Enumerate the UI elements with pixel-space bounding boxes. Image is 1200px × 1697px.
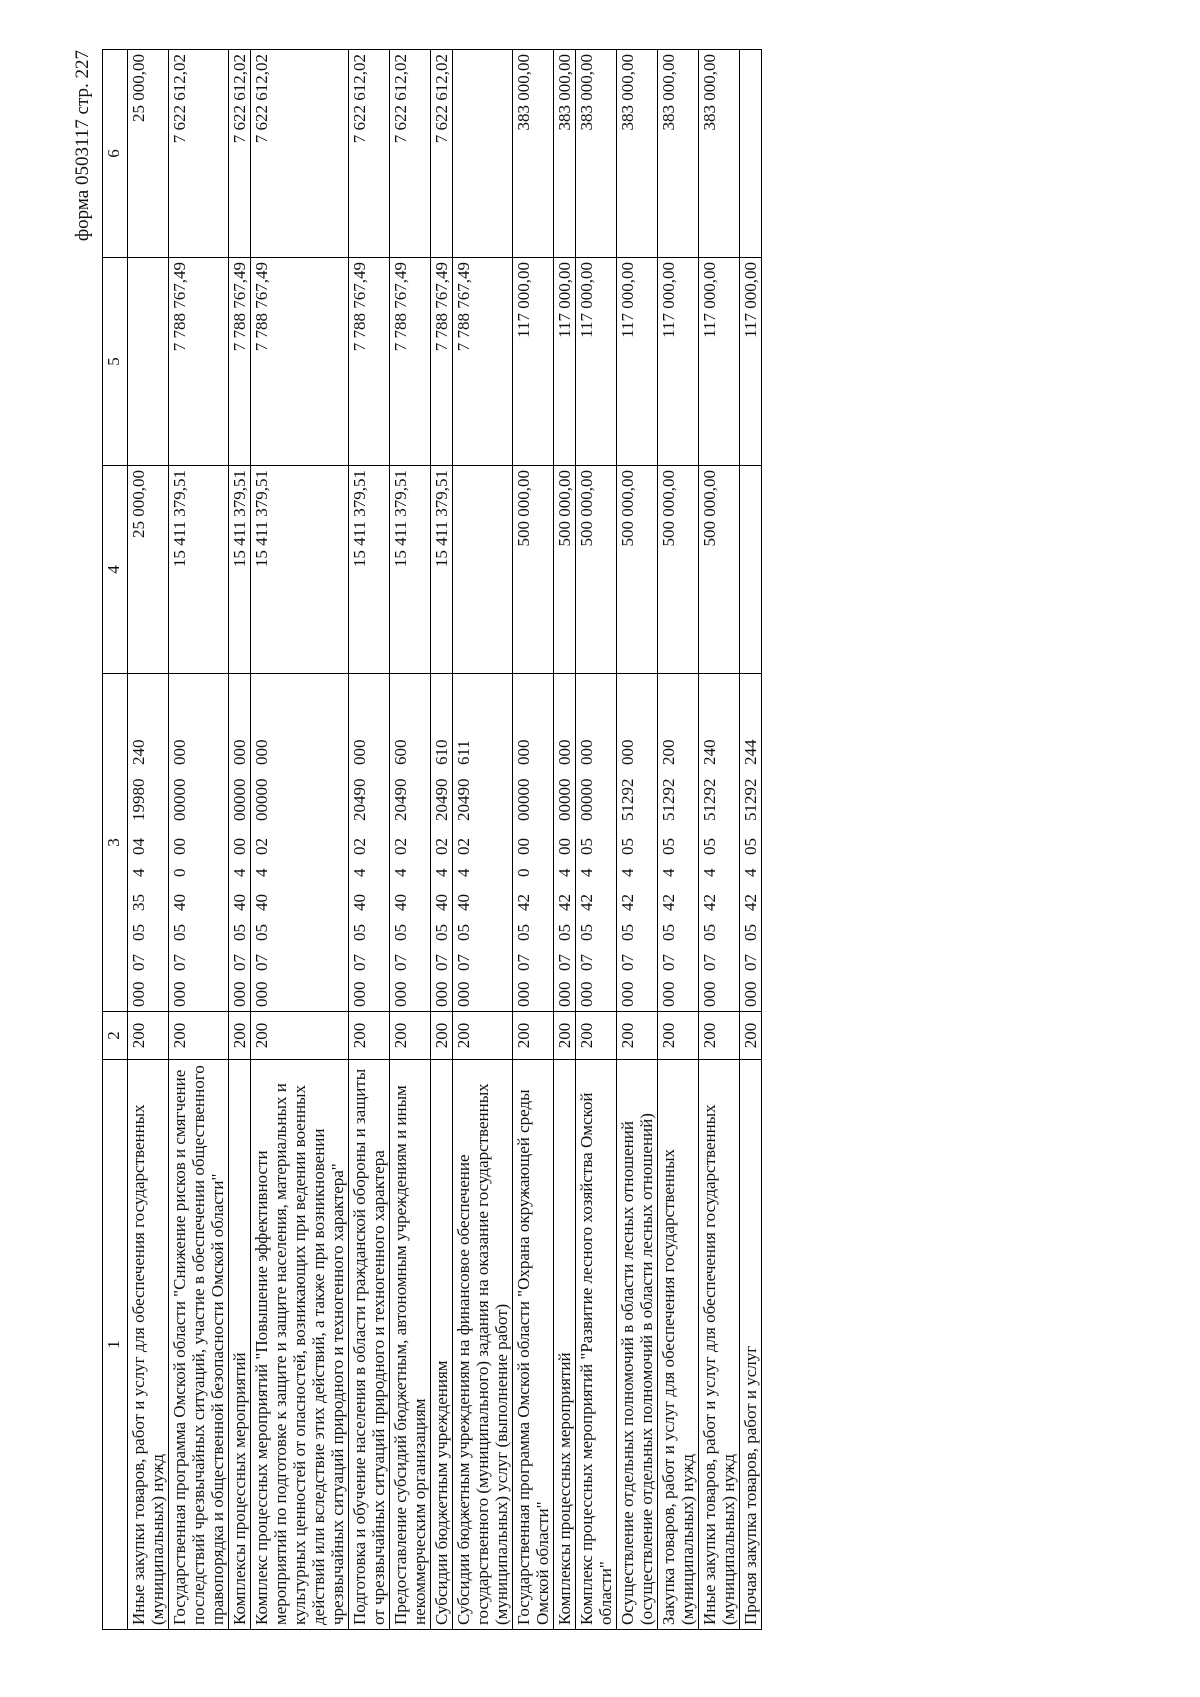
row-name: Комплекс процессных мероприятий "Развитие лесного хозяйства Омской области" xyxy=(576,1060,617,1630)
budget-code-part: 00000 xyxy=(555,778,574,821)
budget-code-part: 4 xyxy=(432,868,451,877)
budget-code-part: 000 xyxy=(391,981,410,1007)
budget-code-part: 42 xyxy=(577,894,596,911)
row-budget-code xyxy=(229,674,251,1012)
budget-code-part: 4 xyxy=(230,868,249,877)
row-line-code: 200 xyxy=(617,1012,658,1060)
row-name: Государственная программа Омской области "Охрана окружающей среды Омской области" xyxy=(513,1060,554,1630)
row-name: Субсидии бюджетным учреждениям xyxy=(431,1060,453,1630)
budget-code-part: 07 xyxy=(252,954,271,971)
budget-code-part: 51292 xyxy=(618,778,637,821)
row-line-code: 200 xyxy=(349,1012,390,1060)
budget-code-part: 07 xyxy=(741,954,760,971)
row-name: Комплексы процессных мероприятий xyxy=(554,1060,576,1630)
table-body xyxy=(128,50,762,1630)
table-row xyxy=(740,50,762,1630)
row-approved: 500 000,00 xyxy=(513,466,554,674)
budget-code-part: 20490 xyxy=(391,778,410,821)
table-row xyxy=(699,50,740,1630)
budget-code-part: 07 xyxy=(514,954,533,971)
budget-code-part: 05 xyxy=(741,924,760,941)
budget-code-part: 00 xyxy=(514,838,533,855)
budget-code-part: 610 xyxy=(432,739,451,765)
budget-code-part: 4 xyxy=(618,868,637,877)
budget-code-part: 42 xyxy=(618,894,637,911)
budget-code-part: 4 xyxy=(577,868,596,877)
budget-code-part: 05 xyxy=(577,838,596,855)
budget-code-part: 07 xyxy=(350,954,369,971)
budget-code-part: 4 xyxy=(129,868,148,877)
budget-code-part: 0 xyxy=(514,868,533,877)
row-budget-code xyxy=(554,674,576,1012)
budget-code-part: 00000 xyxy=(170,778,189,821)
table-row xyxy=(513,50,554,1630)
row-unexecuted: 383 000,00 xyxy=(554,50,576,258)
budget-code-part: 611 xyxy=(454,740,473,765)
table-row xyxy=(349,50,390,1630)
row-line-code: 200 xyxy=(554,1012,576,1060)
row-line-code: 200 xyxy=(699,1012,740,1060)
budget-code-part: 40 xyxy=(350,894,369,911)
budget-code-part: 05 xyxy=(700,924,719,941)
budget-code-part: 4 xyxy=(454,868,473,877)
form-reference: форма 0503117 стр. 227 xyxy=(72,50,93,242)
row-name: Подготовка и обучение населения в области гражданской обороны и защиты от чрезвычайных ситуаций природного и техногенного характера xyxy=(349,1060,390,1630)
budget-code-part: 244 xyxy=(741,739,760,765)
row-executed: 117 000,00 xyxy=(513,258,554,466)
table-header xyxy=(103,50,128,1630)
budget-code-part: 05 xyxy=(230,924,249,941)
row-budget-code xyxy=(431,674,453,1012)
budget-code-part: 000 xyxy=(618,739,637,765)
budget-code-part: 07 xyxy=(454,954,473,971)
row-unexecuted: 7 622 612,02 xyxy=(349,50,390,258)
row-executed: 117 000,00 xyxy=(699,258,740,466)
table-row xyxy=(128,50,169,1630)
budget-code-part: 4 xyxy=(555,868,574,877)
budget-code-part: 05 xyxy=(618,838,637,855)
budget-code-part: 07 xyxy=(129,954,148,971)
row-executed: 117 000,00 xyxy=(740,258,762,466)
row-budget-code xyxy=(658,674,699,1012)
budget-code-part: 40 xyxy=(170,894,189,911)
row-name: Осуществление отдельных полномочий в области лесных отношений (осуществление отдельных полномочий в области лесных отношений) xyxy=(617,1060,658,1630)
row-approved: 15 411 379,51 xyxy=(349,466,390,674)
budget-code-part: 05 xyxy=(659,924,678,941)
budget-code-part: 4 xyxy=(700,868,719,877)
row-line-code: 200 xyxy=(169,1012,229,1060)
budget-code-part: 05 xyxy=(514,924,533,941)
row-name: Предоставление субсидий бюджетным, автономным учреждениям и иным некоммерческим организациям xyxy=(390,1060,431,1630)
rotated-sheet xyxy=(70,50,1050,1630)
row-line-code: 200 xyxy=(128,1012,169,1060)
budget-code-part: 000 xyxy=(577,981,596,1007)
column-header-2: 2 xyxy=(103,1012,128,1060)
table-row xyxy=(390,50,431,1630)
budget-code-part: 40 xyxy=(454,894,473,911)
budget-code-part: 000 xyxy=(514,739,533,765)
row-approved: 500 000,00 xyxy=(699,466,740,674)
row-budget-code xyxy=(576,674,617,1012)
column-header-6: 6 xyxy=(103,50,128,258)
row-budget-code xyxy=(699,674,740,1012)
row-approved: 15 411 379,51 xyxy=(169,466,229,674)
row-executed xyxy=(128,258,169,466)
budget-code-part: 000 xyxy=(350,981,369,1007)
row-name: Иные закупки товаров, работ и услуг для обеспечения государственных (муниципальных) нужд xyxy=(128,1060,169,1630)
row-approved: 25 000,00 xyxy=(128,466,169,674)
row-budget-code xyxy=(390,674,431,1012)
budget-code-part: 4 xyxy=(252,868,271,877)
budget-code-part: 02 xyxy=(391,838,410,855)
budget-code-part: 4 xyxy=(741,868,760,877)
budget-code-part: 4 xyxy=(391,868,410,877)
budget-code-part: 05 xyxy=(454,924,473,941)
budget-code-part: 000 xyxy=(129,981,148,1007)
budget-code-part: 000 xyxy=(577,739,596,765)
budget-code-part: 42 xyxy=(741,894,760,911)
row-budget-code xyxy=(453,674,513,1012)
row-unexecuted: 383 000,00 xyxy=(576,50,617,258)
budget-code-part: 000 xyxy=(618,981,637,1007)
budget-code-part: 02 xyxy=(350,838,369,855)
row-line-code: 200 xyxy=(740,1012,762,1060)
row-executed: 7 788 767,49 xyxy=(390,258,431,466)
budget-code-part: 05 xyxy=(700,838,719,855)
column-header-4: 4 xyxy=(103,466,128,674)
budget-code-part: 05 xyxy=(618,924,637,941)
row-executed: 7 788 767,49 xyxy=(349,258,390,466)
row-approved: 500 000,00 xyxy=(554,466,576,674)
table-row xyxy=(658,50,699,1630)
budget-code-part: 04 xyxy=(129,838,148,855)
row-name: Иные закупки товаров, работ и услуг для обеспечения государственных (муниципальных) нужд xyxy=(699,1060,740,1630)
row-name: Прочая закупка товаров, работ и услуг xyxy=(740,1060,762,1630)
budget-code-part: 00000 xyxy=(577,778,596,821)
row-budget-code xyxy=(617,674,658,1012)
budget-code-part: 000 xyxy=(170,981,189,1007)
table-row xyxy=(169,50,229,1630)
row-line-code: 200 xyxy=(513,1012,554,1060)
budget-code-part: 000 xyxy=(252,981,271,1007)
row-approved xyxy=(453,466,513,674)
budget-code-part: 40 xyxy=(230,894,249,911)
budget-code-part: 51292 xyxy=(741,778,760,821)
budget-code-part: 05 xyxy=(432,924,451,941)
table-row xyxy=(431,50,453,1630)
row-approved: 500 000,00 xyxy=(617,466,658,674)
row-unexecuted: 383 000,00 xyxy=(699,50,740,258)
budget-code-part: 000 xyxy=(700,981,719,1007)
table-row xyxy=(576,50,617,1630)
budget-code-part: 05 xyxy=(659,838,678,855)
table-row xyxy=(453,50,513,1630)
budget-code-part: 20490 xyxy=(432,778,451,821)
row-approved: 15 411 379,51 xyxy=(251,466,349,674)
budget-code-part: 02 xyxy=(432,838,451,855)
budget-code-part: 40 xyxy=(432,894,451,911)
column-header-1: 1 xyxy=(103,1060,128,1630)
row-line-code: 200 xyxy=(431,1012,453,1060)
budget-code-part: 05 xyxy=(129,924,148,941)
budget-code-part: 000 xyxy=(555,981,574,1007)
table-row xyxy=(617,50,658,1630)
budget-code-part: 200 xyxy=(659,739,678,765)
row-executed: 117 000,00 xyxy=(554,258,576,466)
budget-code-part: 00000 xyxy=(514,778,533,821)
budget-code-part: 000 xyxy=(659,981,678,1007)
budget-code-part: 00 xyxy=(555,838,574,855)
column-header-3: 3 xyxy=(103,674,128,1012)
row-executed: 117 000,00 xyxy=(617,258,658,466)
budget-code-part: 42 xyxy=(659,894,678,911)
budget-code-part: 40 xyxy=(391,894,410,911)
budget-code-part: 240 xyxy=(700,739,719,765)
budget-code-part: 05 xyxy=(577,924,596,941)
budget-code-part: 4 xyxy=(350,868,369,877)
row-budget-code xyxy=(513,674,554,1012)
budget-code-part: 600 xyxy=(391,739,410,765)
column-header-5: 5 xyxy=(103,258,128,466)
row-name: Комплекс процессных мероприятий "Повышение эффективности мероприятий по подготовке к защите и защите населения, материальных и культурных ценностей от опасностей, возникающих при ведении военных действий или вследствие этих действий, а также при возникновении чрезвычайных ситуаций природного и техногенного характера" xyxy=(251,1060,349,1630)
budget-code-part: 40 xyxy=(252,894,271,911)
budget-code-part: 07 xyxy=(170,954,189,971)
row-unexecuted: 7 622 612,02 xyxy=(390,50,431,258)
row-line-code: 200 xyxy=(658,1012,699,1060)
budget-code-part: 07 xyxy=(391,954,410,971)
row-unexecuted: 7 622 612,02 xyxy=(229,50,251,258)
budget-code-part: 240 xyxy=(129,739,148,765)
row-name: Комплексы процессных мероприятий xyxy=(229,1060,251,1630)
row-line-code: 200 xyxy=(576,1012,617,1060)
budget-code-part: 02 xyxy=(252,838,271,855)
row-budget-code xyxy=(349,674,390,1012)
row-line-code: 200 xyxy=(251,1012,349,1060)
row-unexecuted: 25 000,00 xyxy=(128,50,169,258)
budget-code-part: 42 xyxy=(555,894,574,911)
row-executed: 7 788 767,49 xyxy=(169,258,229,466)
budget-code-part: 000 xyxy=(170,739,189,765)
row-line-code: 200 xyxy=(229,1012,251,1060)
table-row xyxy=(554,50,576,1630)
budget-table xyxy=(102,49,762,1630)
row-executed: 117 000,00 xyxy=(576,258,617,466)
budget-code-part: 00 xyxy=(230,838,249,855)
row-unexecuted: 7 622 612,02 xyxy=(431,50,453,258)
budget-code-part: 05 xyxy=(741,838,760,855)
header-row xyxy=(103,50,128,1630)
row-unexecuted: 383 000,00 xyxy=(617,50,658,258)
budget-code-part: 00000 xyxy=(252,778,271,821)
budget-code-part: 07 xyxy=(618,954,637,971)
row-executed: 7 788 767,49 xyxy=(431,258,453,466)
row-unexecuted: 7 622 612,02 xyxy=(169,50,229,258)
budget-code-part: 05 xyxy=(391,924,410,941)
budget-code-part: 07 xyxy=(659,954,678,971)
budget-code-part: 20490 xyxy=(350,778,369,821)
budget-code-part: 00000 xyxy=(230,778,249,821)
budget-code-part: 42 xyxy=(514,894,533,911)
row-approved: 15 411 379,51 xyxy=(229,466,251,674)
row-name: Закупка товаров, работ и услуг для обеспечения государственных (муниципальных) нужд xyxy=(658,1060,699,1630)
table-row xyxy=(229,50,251,1630)
budget-code-part: 000 xyxy=(514,981,533,1007)
row-unexecuted xyxy=(453,50,513,258)
row-name: Государственная программа Омской области "Снижение рисков и смягчение последствий чрезвычайных ситуаций, участие в обеспечении общественного правопорядка и общественной безопасности Омской области" xyxy=(169,1060,229,1630)
budget-code-part: 07 xyxy=(555,954,574,971)
row-unexecuted: 383 000,00 xyxy=(658,50,699,258)
row-budget-code xyxy=(251,674,349,1012)
budget-code-part: 35 xyxy=(129,894,148,911)
row-executed: 7 788 767,49 xyxy=(453,258,513,466)
row-name: Субсидии бюджетным учреждениям на финансовое обеспечение государственного (муниципального) задания на оказание государственных (муниципальных) услуг (выполнение работ) xyxy=(453,1060,513,1630)
budget-code-part: 07 xyxy=(432,954,451,971)
budget-code-part: 07 xyxy=(230,954,249,971)
row-executed: 117 000,00 xyxy=(658,258,699,466)
row-approved: 15 411 379,51 xyxy=(431,466,453,674)
budget-code-part: 00 xyxy=(170,838,189,855)
table-row xyxy=(251,50,349,1630)
row-line-code: 200 xyxy=(390,1012,431,1060)
budget-code-part: 4 xyxy=(659,868,678,877)
budget-code-part: 000 xyxy=(350,739,369,765)
budget-code-part: 20490 xyxy=(454,778,473,821)
budget-code-part: 000 xyxy=(230,981,249,1007)
budget-code-part: 000 xyxy=(454,981,473,1007)
row-budget-code xyxy=(169,674,229,1012)
row-budget-code xyxy=(740,674,762,1012)
row-executed: 7 788 767,49 xyxy=(229,258,251,466)
budget-code-part: 02 xyxy=(454,838,473,855)
budget-code-part: 42 xyxy=(700,894,719,911)
budget-code-part: 05 xyxy=(170,924,189,941)
row-unexecuted xyxy=(740,50,762,258)
row-approved: 15 411 379,51 xyxy=(390,466,431,674)
budget-code-part: 000 xyxy=(432,981,451,1007)
budget-code-part: 0 xyxy=(170,868,189,877)
budget-code-part: 51292 xyxy=(659,778,678,821)
budget-code-part: 05 xyxy=(252,924,271,941)
row-line-code: 200 xyxy=(453,1012,513,1060)
budget-code-part: 000 xyxy=(741,981,760,1007)
budget-code-part: 05 xyxy=(555,924,574,941)
budget-code-part: 19980 xyxy=(129,778,148,821)
budget-code-part: 000 xyxy=(230,739,249,765)
row-approved: 500 000,00 xyxy=(658,466,699,674)
row-unexecuted: 383 000,00 xyxy=(513,50,554,258)
row-approved: 500 000,00 xyxy=(576,466,617,674)
budget-code-part: 000 xyxy=(252,739,271,765)
budget-code-part: 05 xyxy=(350,924,369,941)
budget-code-part: 000 xyxy=(555,739,574,765)
row-budget-code xyxy=(128,674,169,1012)
budget-code-part: 07 xyxy=(700,954,719,971)
budget-code-part: 51292 xyxy=(700,778,719,821)
row-executed: 7 788 767,49 xyxy=(251,258,349,466)
budget-code-part: 07 xyxy=(577,954,596,971)
row-approved xyxy=(740,466,762,674)
row-unexecuted: 7 622 612,02 xyxy=(251,50,349,258)
